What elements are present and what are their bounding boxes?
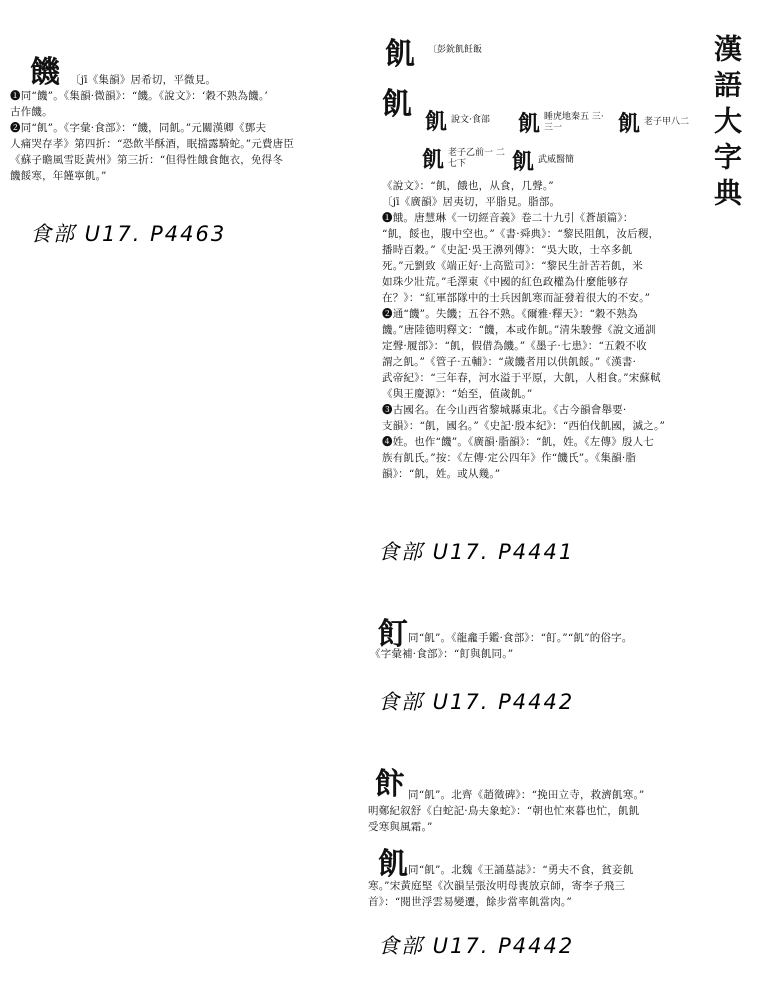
entry-line: 支韻》：“飢，國名。”《史記·殷本紀》：“西伯伐飢國，滅之。” — [382, 420, 666, 432]
entry-line: 受寒與風霜。” — [368, 821, 433, 833]
entry-headword: 饑 — [30, 55, 60, 90]
entry-line: 族有飢氏。”按：《左傳·定公四年》作“饑氏”。《集韻·脂 — [382, 452, 637, 464]
entry-line: 定聲·履部》：“飢，假借為饑。”《墨子·七患》：“五穀不收 — [382, 340, 647, 352]
entry-line: 人痛哭存孝》第四折：“恐飲半酥酒，眠擋露騎蛇。”元費唐臣 — [10, 138, 295, 150]
ancient-form — [425, 105, 511, 136]
entry-body — [368, 787, 716, 835]
entry-line: 同“飢”。北魏《王誦墓誌》：“勇夫不食，貧妾飢 — [408, 864, 634, 876]
ancient-glyph: 飢 — [618, 111, 641, 137]
entry-line: 饑餒寒，年饉寧飢。” — [10, 170, 107, 182]
handwritten-note: 食部 U17. P4441 — [378, 540, 575, 564]
ancient-form — [518, 107, 604, 138]
ancient-caption: 說文·食部 — [451, 115, 490, 125]
entry-body — [10, 72, 358, 184]
entry-headword: 飣 — [378, 617, 408, 652]
entry-line: 〔jī《集韻》居希切，平微見。 — [70, 74, 217, 86]
entry-line: 《說文》：“飢，餓也，从食，几聲。” — [382, 180, 554, 192]
entry-line: ❶餓。唐慧琳《一切經音義》卷二十九引《蒼頡篇》： — [382, 212, 634, 224]
entry-line: ❸古國名。在今山西省黎城縣東北。《古今韻會舉要· — [382, 404, 627, 416]
ancient-form — [422, 143, 508, 174]
entry-line: ❷同“飢”。《字彙·食部》：“饑，同飢。”元關漢卿《鄧夫 — [10, 122, 267, 134]
entry-headword-main: 飢 — [382, 87, 412, 122]
entry-line: 播時百穀。”《史記·吳王濞列傳》：“吳大敗，士卒多飢 — [382, 244, 633, 256]
entry-line: 韻》：“飢，姓。或从幾。” — [382, 468, 501, 480]
entry-line: ❷通“饑”。失饑；五谷不熟。《爾雅·釋天》：“穀不熟為 — [382, 308, 638, 320]
entry-line: 《與王慶源》：“始至，值歲飢。” — [382, 388, 533, 400]
entry-headword: 飰 — [375, 767, 405, 802]
ancient-glyph: 飢 — [512, 149, 535, 175]
entry-line: 武帝紀》：“三年春，河水溢于平原，大飢，人相食。”宋蘇軾 — [382, 372, 661, 384]
ancient-form — [512, 145, 598, 176]
entry-body — [370, 630, 715, 662]
entry-line: 《蘇子瞻風雪貶黃州》第三折：“但得性餓食飽衣，免得冬 — [10, 154, 284, 166]
entry-body — [368, 862, 716, 910]
handwritten-note: 食部 U17. P4442 — [378, 690, 575, 714]
entry-line: 饑。”唐陸德明釋文：“饑，本或作飢。”清朱駿聲《說文通訓 — [382, 324, 656, 336]
handwritten-note: 食部 U17. P4442 — [378, 934, 575, 958]
entry-line: 古作饑。 — [10, 106, 53, 118]
entry-body — [382, 178, 714, 482]
dictionary-title: 漢語大字典 — [710, 34, 743, 214]
entry-line: 在？》：“紅軍部隊中的士兵因飢寒而証發着很大的不安。” — [382, 292, 651, 304]
ancient-caption: 老子乙前一 二七下 — [448, 147, 505, 169]
ancient-glyph: 飢 — [422, 147, 445, 173]
entry-headword: 飢 — [378, 847, 408, 882]
ancient-glyph: 飢 — [425, 109, 448, 135]
entry-line: 明鄭紀叙舒《白蛇記·鳥夫象蛇》：“朝也忙來暮也忙，飢飢 — [368, 805, 640, 817]
entry-line: 〔jī《廣韻》居夷切，平脂見。脂部。 — [382, 196, 561, 208]
ancient-form — [618, 107, 704, 138]
entry-line: 同“飢”。《龍龕手鑑·食部》：“飣。”“飢”的俗字。 — [408, 632, 633, 644]
entry-line: “飢，餒也，腹中空也。”《書·舜典》：“黎民阻飢，汝后稷， — [382, 228, 660, 240]
entry-line: 首》：“閱世浮雲易變遷，餘步當率飢當肉。” — [368, 896, 572, 908]
variant-forms: 〔彭鈗飢飪飯 — [428, 45, 483, 55]
entry-line: 寒。”宋黃庭堅《次韻呈張汝明母喪放京師，寄李子飛三 — [368, 880, 626, 892]
entry-headword: 飢 — [385, 37, 415, 72]
ancient-caption: 睡虎地秦五 三·三一 — [544, 111, 604, 133]
handwritten-note: 食部 U17. P4463 — [30, 222, 227, 246]
entry-line: 同“飢”。北齊《趙徵碑》：“挽田立寺，救濟飢寒。” — [408, 789, 645, 801]
entry-line: 死。”元劉致《端正好·上高監司》：“黎民生計苦若飢，米 — [382, 260, 643, 272]
entry-line: ❹姓。也作“饑”。《廣韻·脂韻》：“飢，姓。《左傳》殷人七 — [382, 436, 654, 448]
ancient-caption: 老子甲八二 — [644, 117, 690, 127]
entry-line: 如珠少壯荒。”毛澤東《中國的紅色政權為什麼能够存 — [382, 276, 629, 288]
entry-line: 謂之飢。”《管子·五輔》：“歲饑者用以供飢餒。”《漢書· — [382, 356, 637, 368]
entry-line: ❶同“饑”。《集韻·微韻》：“饑。《說文》：‘穀不熟為饑。’ — [10, 90, 268, 102]
entry-line: 《字彙補·食部》：“飣與飢同。” — [370, 648, 514, 660]
ancient-glyph: 飢 — [518, 111, 541, 137]
ancient-caption: 武威醫簡 — [538, 155, 575, 165]
